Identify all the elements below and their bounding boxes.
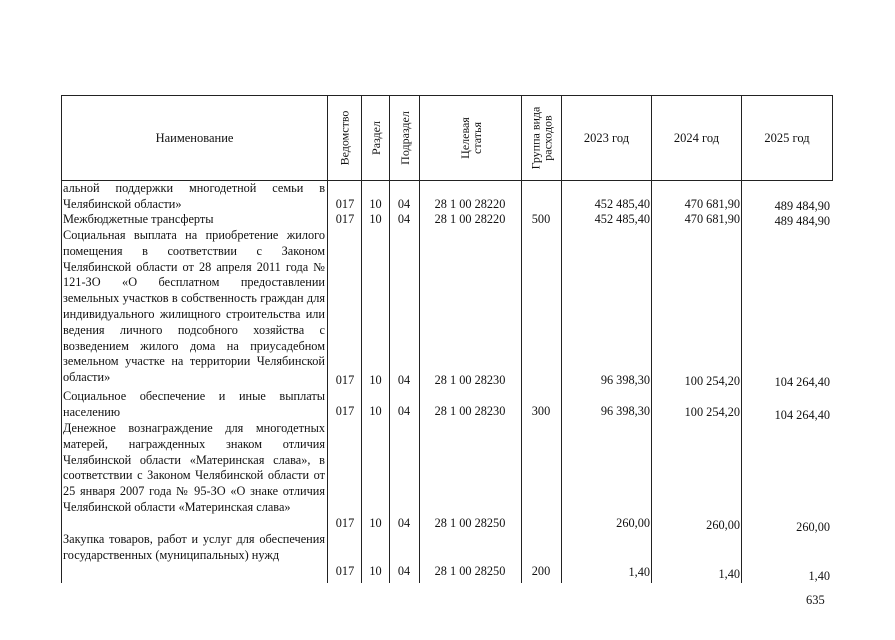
header-podrazdel xyxy=(390,96,419,180)
cell-razdel: 10 xyxy=(369,516,382,530)
cell-2024: 1,40 xyxy=(718,567,740,581)
cell-2023: 452 485,40 xyxy=(594,197,650,211)
header-gruppa-text xyxy=(530,107,554,170)
table-row-name: Социальное обеспечение и иные выплаты населению xyxy=(63,389,325,419)
cell-2025: 489 484,90 xyxy=(774,199,830,213)
cell-2025: 260,00 xyxy=(796,520,830,534)
cell-vedomstvo: 017 xyxy=(335,212,355,226)
table-row-name: Межбюджетные трансферты xyxy=(63,212,214,226)
header-name xyxy=(62,96,327,180)
cell-vedomstvo: 017 xyxy=(335,564,355,578)
cell-podrazdel: 04 xyxy=(397,404,411,418)
cell-2025: 104 264,40 xyxy=(774,408,830,422)
header-name-text: Наименование xyxy=(155,130,234,145)
header-celevaya-line1: Целевая xyxy=(457,117,472,159)
header-2023 xyxy=(562,96,651,180)
header-celevaya-text xyxy=(458,117,482,159)
header-2023-text: 2023 год xyxy=(583,130,630,145)
cell-razdel: 10 xyxy=(369,564,382,578)
cell-2024: 260,00 xyxy=(706,518,740,532)
cell-2024: 470 681,90 xyxy=(684,212,740,226)
cell-2023: 260,00 xyxy=(616,516,650,530)
cell-2024: 100 254,20 xyxy=(684,374,740,388)
cell-celevaya: 28 1 00 28220 xyxy=(434,197,506,211)
cell-2025: 489 484,90 xyxy=(774,214,830,228)
cell-gruppa: 500 xyxy=(531,212,551,226)
table-row-name: Социальная выплата на приобретение жилого помещения в соответствии с Законом Челябинской области от 28 апреля 2011 года № 121-ЗО «О бесплатном предоставлении земельных участков в собственность граждан для индивидуального жилищного строительства или ведения личного подсобного хозяйства с возведением жилого дома на приусадебном земельном участке на территории Челябинской области» xyxy=(63,228,325,385)
header-gruppa-line2: расходов xyxy=(540,115,555,161)
header-celevaya-line2: статья xyxy=(469,122,484,154)
cell-razdel: 10 xyxy=(369,197,382,211)
cell-2025: 1,40 xyxy=(808,569,830,583)
cell-2023: 452 485,40 xyxy=(594,212,650,226)
header-razdel xyxy=(362,96,389,180)
header-2025-text: 2025 год xyxy=(764,130,810,145)
header-podrazdel-text: Подраздел xyxy=(397,111,412,165)
cell-2025: 104 264,40 xyxy=(774,375,830,389)
cell-podrazdel: 04 xyxy=(397,373,411,387)
cell-vedomstvo: 017 xyxy=(335,373,355,387)
cell-celevaya: 28 1 00 28250 xyxy=(434,516,506,530)
header-celevaya xyxy=(420,96,521,180)
cell-vedomstvo: 017 xyxy=(335,404,355,418)
table-row-name: Закупка товаров, работ и услуг для обеспечения государственных (муниципальных) нужд xyxy=(63,532,325,562)
cell-razdel: 10 xyxy=(369,373,382,387)
cell-podrazdel: 04 xyxy=(397,516,411,530)
table-row-name: Денежное вознаграждение для многодетных матерей, награжденных знаком отличия Челябинской области «Материнская слава», в соответствии с Законом Челябинской области от 25 января 2007 года № 95-ЗО «О знаке отличия Челябинской области «Материнская слава» xyxy=(63,421,325,514)
header-2024-text: 2024 год xyxy=(673,130,720,145)
cell-2023: 96 398,30 xyxy=(600,404,650,418)
header-razdel-text: Раздел xyxy=(368,121,383,155)
col-divider xyxy=(832,95,833,181)
cell-celevaya: 28 1 00 28230 xyxy=(434,373,506,387)
header-2025 xyxy=(742,96,832,180)
cell-gruppa: 200 xyxy=(531,564,551,578)
header-vedomstvo-text: Ведомство xyxy=(337,110,352,166)
table-row-name: альной поддержки многодетной семьи в Челябинской области» xyxy=(63,181,325,211)
cell-razdel: 10 xyxy=(369,404,382,418)
cell-2023: 1,40 xyxy=(628,565,650,579)
cell-celevaya: 28 1 00 28220 xyxy=(434,212,506,226)
cell-podrazdel: 04 xyxy=(397,197,411,211)
cell-celevaya: 28 1 00 28250 xyxy=(434,564,506,578)
cell-2024: 100 254,20 xyxy=(684,405,740,419)
cell-vedomstvo: 017 xyxy=(335,516,355,530)
header-vedomstvo xyxy=(328,96,361,180)
page-number: 635 xyxy=(806,593,825,607)
header-gruppa xyxy=(522,96,561,180)
cell-gruppa: 300 xyxy=(531,404,551,418)
header-gruppa-line1: Группа вида xyxy=(528,106,543,170)
header-2024 xyxy=(652,96,741,180)
cell-podrazdel: 04 xyxy=(397,564,411,578)
cell-razdel: 10 xyxy=(369,212,382,226)
cell-2024: 470 681,90 xyxy=(684,197,740,211)
cell-vedomstvo: 017 xyxy=(335,197,355,211)
cell-podrazdel: 04 xyxy=(397,212,411,226)
cell-celevaya: 28 1 00 28230 xyxy=(434,404,506,418)
cell-2023: 96 398,30 xyxy=(600,373,650,387)
